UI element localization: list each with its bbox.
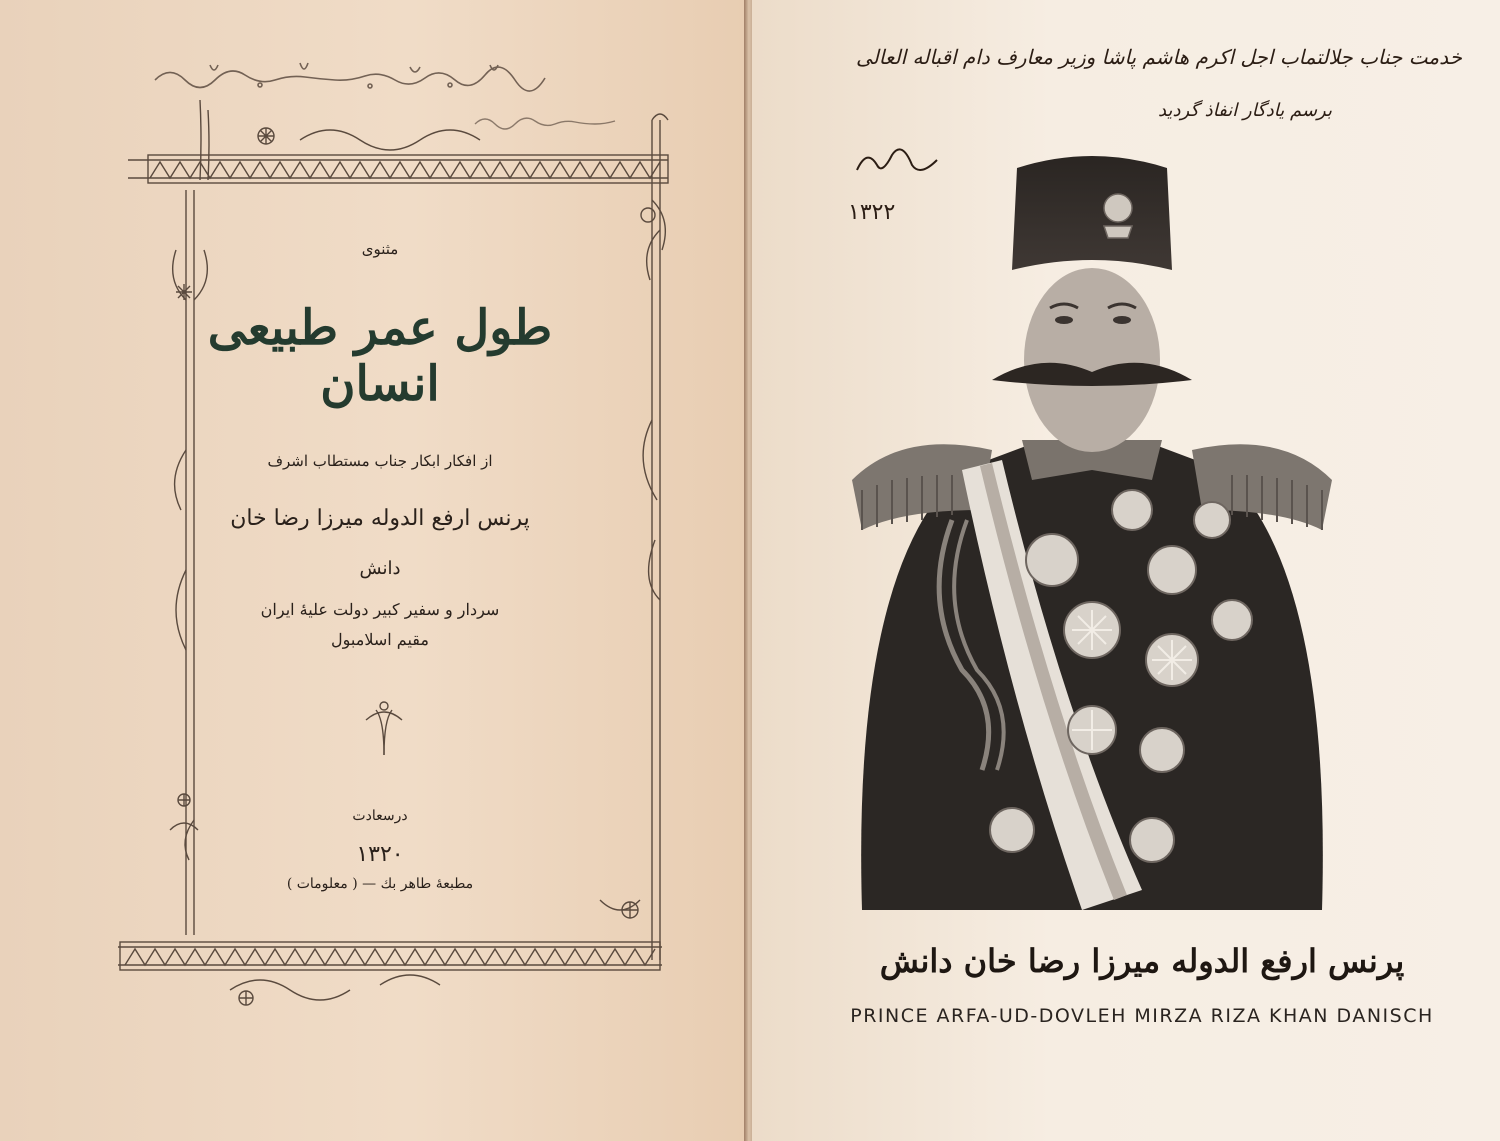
handwritten-inscription: [150, 55, 570, 95]
title-page: [0, 0, 748, 1141]
inscription-year: ۱۳۲۲: [848, 200, 896, 225]
author-pen-name: دانش: [359, 558, 401, 579]
author-residence: مقیم اسلامبول: [331, 630, 429, 649]
book-title: طول عمر طبیعی انسان: [207, 300, 553, 412]
author-rank: سردار و سفیر کبیر دولت علیهٔ ایران: [260, 600, 500, 619]
handwritten-signature: [852, 140, 942, 180]
handwritten-inscription-2: [470, 110, 620, 132]
publication-place: درسعادت: [352, 808, 408, 824]
publication-year: ۱۳۲۰: [356, 842, 404, 867]
portrait-photograph: [842, 150, 1342, 910]
dedication-line-1: خدمت جناب جلالتماب اجل اکرم هاشم پاشا وزیر معارف دام اقباله العالی: [856, 45, 1462, 69]
caption-persian: پرنس ارفع الدوله میرزا رضا خان دانش: [879, 942, 1405, 980]
author-name: پرنس ارفع الدوله میرزا رضا خان: [230, 506, 530, 531]
dedication-line-2: برسم یادگار انفاذ گردید: [1157, 100, 1332, 121]
authored-by-line: از افکار ابکار جناب مستطاب اشرف: [267, 452, 493, 470]
caption-english: PRINCE ARFA-UD-DOVLEH MIRZA RIZA KHAN DANISCH: [850, 1005, 1434, 1027]
masnavi-label: مثنوی: [361, 240, 399, 258]
printer-line: مطبعهٔ طاهر بك — ( معلومات ): [286, 876, 474, 892]
